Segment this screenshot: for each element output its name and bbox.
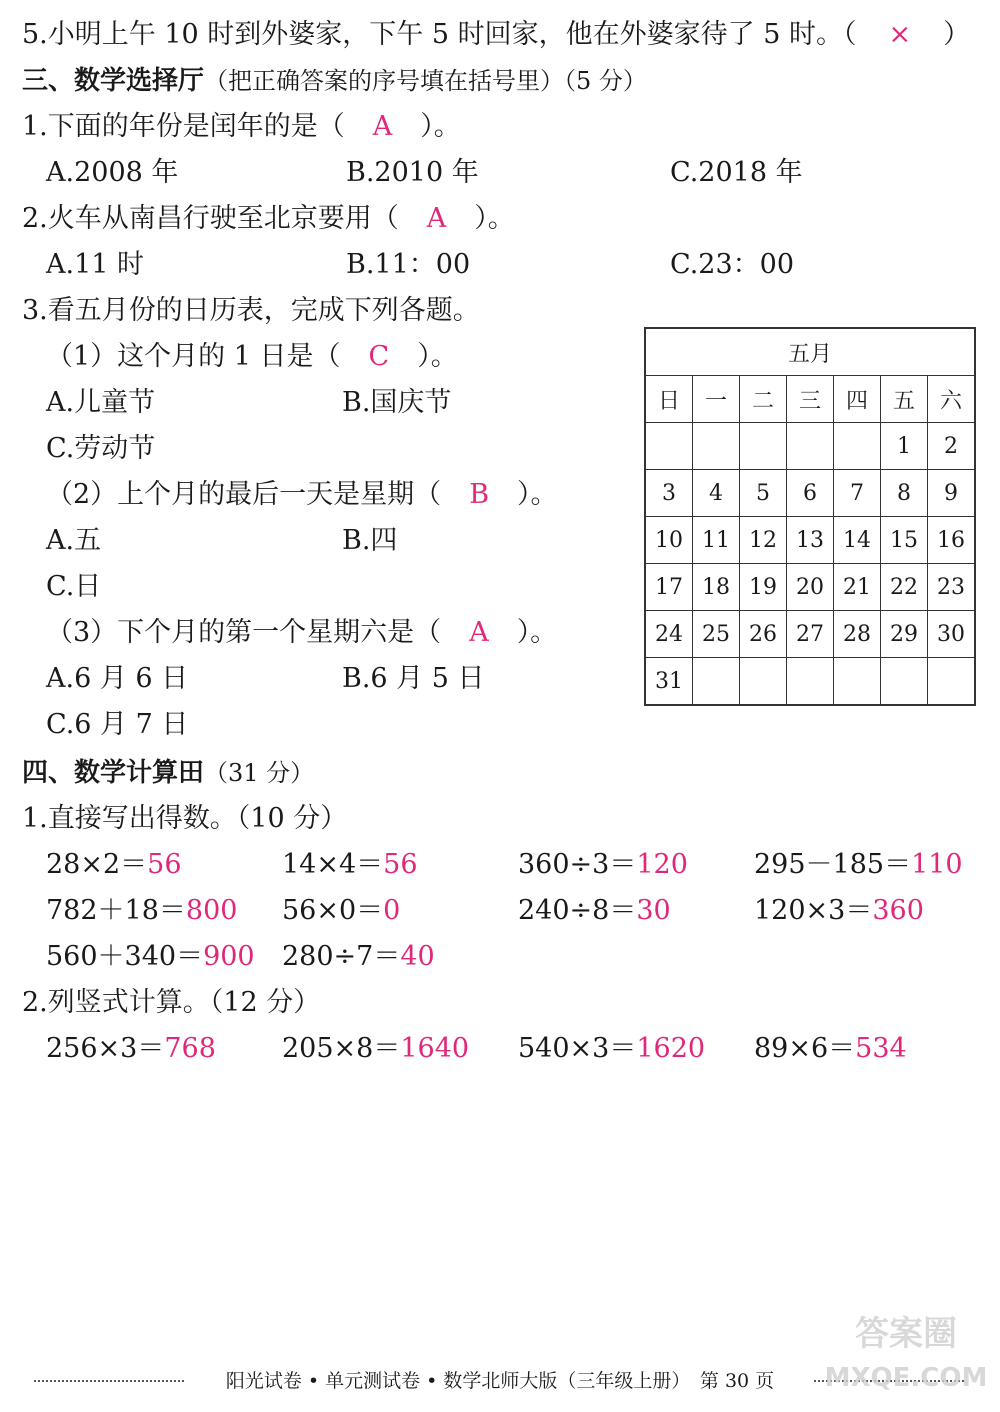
section-4-title: 四、数学计算田 [22,758,205,788]
calc-answer: 110 [911,849,963,880]
calendar-day-cell [834,423,881,470]
calendar-day-cell: 29 [881,611,928,658]
section-4-heading [22,756,314,790]
choice-1-option-c: C.2018 年 [670,157,803,188]
calendar-day-cell [834,658,881,706]
weekday-cell: 五 [881,376,928,423]
calc-question: 360÷3＝ [518,849,637,880]
weekday-cell: 一 [693,376,740,423]
calc-question: 782＋18＝ [46,895,186,926]
choice-2-option-b: B.11：00 [346,249,471,280]
weekday-cell: 二 [740,376,787,423]
choice-3-sub1-post: ）。 [417,341,458,372]
calc-answer: 900 [203,941,255,972]
calc-answer: 0 [383,895,401,926]
choice-1-pre: 1.下面的年份是闰年的是（ [22,111,345,142]
calendar-day-cell: 19 [740,564,787,611]
choice-3-sub2 [46,478,558,512]
calendar-day-cell: 8 [881,470,928,517]
calc-1-title: 1.直接写出得数。（10 分） [22,803,348,834]
calc-question: 89×6＝ [754,1033,856,1064]
choice-3-sub1-option-b: B.国庆节 [342,387,452,418]
calendar-day-cell [693,423,740,470]
calendar-day-cell: 20 [787,564,834,611]
calendar-day-cell [693,658,740,706]
choice-1-option-a: A.2008 年 [46,157,179,188]
calc-question: 28×2＝ [46,849,148,880]
calendar-day-cell: 4 [693,470,740,517]
choice-2-post: ）。 [474,203,515,234]
calc-item [518,1032,705,1066]
may-calendar [644,327,976,706]
calendar-day-cell: 3 [645,470,693,517]
calendar-day-cell: 22 [881,564,928,611]
choice-2-pre: 2.火车从南昌行驶至北京要用（ [22,203,399,234]
calendar-week-row [645,517,975,564]
calendar-weekday-row [645,376,975,423]
calc-item [518,894,671,928]
calc-item [754,848,963,882]
calendar-day-cell: 28 [834,611,881,658]
weekday-cell: 四 [834,376,881,423]
calendar-day-cell: 7 [834,470,881,517]
calendar-day-cell [787,423,834,470]
watermark-logo [822,1312,990,1406]
choice-3-sub3-answer: A [469,617,489,648]
calendar-week-row [645,658,975,706]
choice-3-sub2-option-c: C.日 [46,571,102,602]
choice-2-answer: A [426,203,447,234]
calc-item [282,940,435,974]
choice-1-stem [22,110,461,144]
calc-question: 14×4＝ [282,849,384,880]
calc-item [754,894,924,928]
weekday-cell: 六 [928,376,976,423]
calendar-day-cell: 17 [645,564,693,611]
calc-answer: 534 [855,1033,907,1064]
calendar-day-cell: 12 [740,517,787,564]
calendar-day-cell [928,658,976,706]
choice-2-option-c: C.23：00 [670,249,794,280]
section-4-note: （31 分） [204,759,315,787]
choice-3-sub3-post: ）。 [516,617,558,648]
calendar-day-cell: 23 [928,564,976,611]
calendar-week-row [645,470,975,517]
calendar-week-row [645,423,975,470]
calendar-day-cell [881,658,928,706]
calc-question: 295－185＝ [754,849,912,880]
choice-1-option-b: B.2010 年 [346,157,479,188]
choice-3-sub1-option-c: C.劳动节 [46,433,156,464]
choice-3-sub3-option-c: C.6 月 7 日 [46,709,189,740]
calc-question: 256×3＝ [46,1033,165,1064]
calendar-week-row [645,611,975,658]
calc-answer: 768 [164,1033,216,1064]
section-3-title: 三、数学选择厅 [22,66,205,96]
calendar-day-cell: 16 [928,517,976,564]
choice-3-stem: 3.看五月份的日历表，完成下列各题。 [22,295,480,326]
choice-2-stem [22,202,515,236]
choice-3-sub3-option-a: A.6 月 6 日 [46,663,189,694]
choice-3-sub1 [46,340,458,374]
calc-answer: 56 [147,849,182,880]
calendar-day-cell: 10 [645,517,693,564]
weekday-cell: 三 [787,376,834,423]
choice-3-sub2-option-a: A.五 [46,525,102,556]
calc-question: 240÷8＝ [518,895,637,926]
choice-3-sub2-option-b: B.四 [342,525,398,556]
calc-item [282,1032,469,1066]
calc-item [46,1032,216,1066]
q5-line [22,18,970,52]
calc-item [46,940,255,974]
section-3-heading [22,64,647,98]
section-3-note: （把正确答案的序号填在括号里）（5 分） [204,67,647,95]
watermark-line-2: MXQE.COM [824,1363,988,1393]
calendar-day-cell: 26 [740,611,787,658]
calc-answer: 40 [400,941,435,972]
choice-3-sub1-option-a: A.儿童节 [46,387,156,418]
calendar-day-cell: 6 [787,470,834,517]
calc-answer: 800 [185,895,238,926]
calendar-day-cell: 18 [693,564,740,611]
calendar-day-cell [740,658,787,706]
calendar-day-cell: 11 [693,517,740,564]
calendar-day-cell: 31 [645,658,693,706]
calendar-day-cell: 27 [787,611,834,658]
watermark-line-1: 答案圈 [855,1314,957,1354]
choice-3-sub2-answer: B [469,479,490,510]
calendar-day-cell: 2 [928,423,976,470]
calendar-day-cell: 21 [834,564,881,611]
calendar-title: 五月 [645,328,975,376]
calendar-day-cell: 24 [645,611,693,658]
calc-item [518,848,688,882]
calendar-day-cell: 9 [928,470,976,517]
calc-question: 540×3＝ [518,1033,637,1064]
choice-2-option-a: A.11 时 [46,249,145,280]
choice-1-answer: A [372,111,393,142]
calc-answer: 120 [636,849,688,880]
calendar-day-cell [645,423,693,470]
choice-3-sub1-answer: C [368,341,390,372]
calendar-day-cell [787,658,834,706]
calendar-day-cell: 30 [928,611,976,658]
calendar-day-cell: 5 [740,470,787,517]
calendar-day-cell: 15 [881,517,928,564]
calc-item [282,848,418,882]
calc-item [46,848,182,882]
q5-text: 5.小明上午 10 时到外婆家，下午 5 时回家，他在外婆家待了 5 时。（ [22,19,857,50]
calc-question: 205×8＝ [282,1033,401,1064]
calc-question: 560＋340＝ [46,941,204,972]
calendar-day-cell: 1 [881,423,928,470]
choice-3-sub2-post: ）。 [517,479,558,510]
calc-item [46,894,237,928]
calc-question: 280÷7＝ [282,941,401,972]
footer-text: 阳光试卷 • 单元测试卷 • 数学北师大版（三年级上册） 第 30 页 [225,1370,775,1392]
calc-item [754,1032,907,1066]
choice-3-sub3 [46,616,557,650]
choice-3-sub1-pre: （1）这个月的 1 日是（ [46,341,341,372]
choice-3-sub3-option-b: B.6 月 5 日 [342,663,485,694]
choice-1-post: ）。 [420,111,461,142]
choice-3-sub3-pre: （3）下个月的第一个星期六是（ [46,617,442,648]
calendar-day-cell: 14 [834,517,881,564]
calendar-day-cell: 25 [693,611,740,658]
calendar-day-cell [740,423,787,470]
choice-3-sub2-pre: （2）上个月的最后一天是星期（ [46,479,442,510]
calc-question: 120×3＝ [754,895,873,926]
calc-item [282,894,400,928]
calc-question: 56×0＝ [282,895,384,926]
calc-answer: 56 [383,849,418,880]
weekday-cell: 日 [645,376,693,423]
calendar-day-cell: 13 [787,517,834,564]
q5-answer: × [888,19,912,50]
calc-answer: 1640 [400,1033,470,1064]
calc-answer: 1620 [636,1033,706,1064]
calc-answer: 30 [636,895,671,926]
calc-answer: 360 [872,895,924,926]
calendar-week-row [645,564,975,611]
calc-2-title: 2.列竖式计算。（12 分） [22,987,321,1018]
q5-close: ） [943,19,971,50]
